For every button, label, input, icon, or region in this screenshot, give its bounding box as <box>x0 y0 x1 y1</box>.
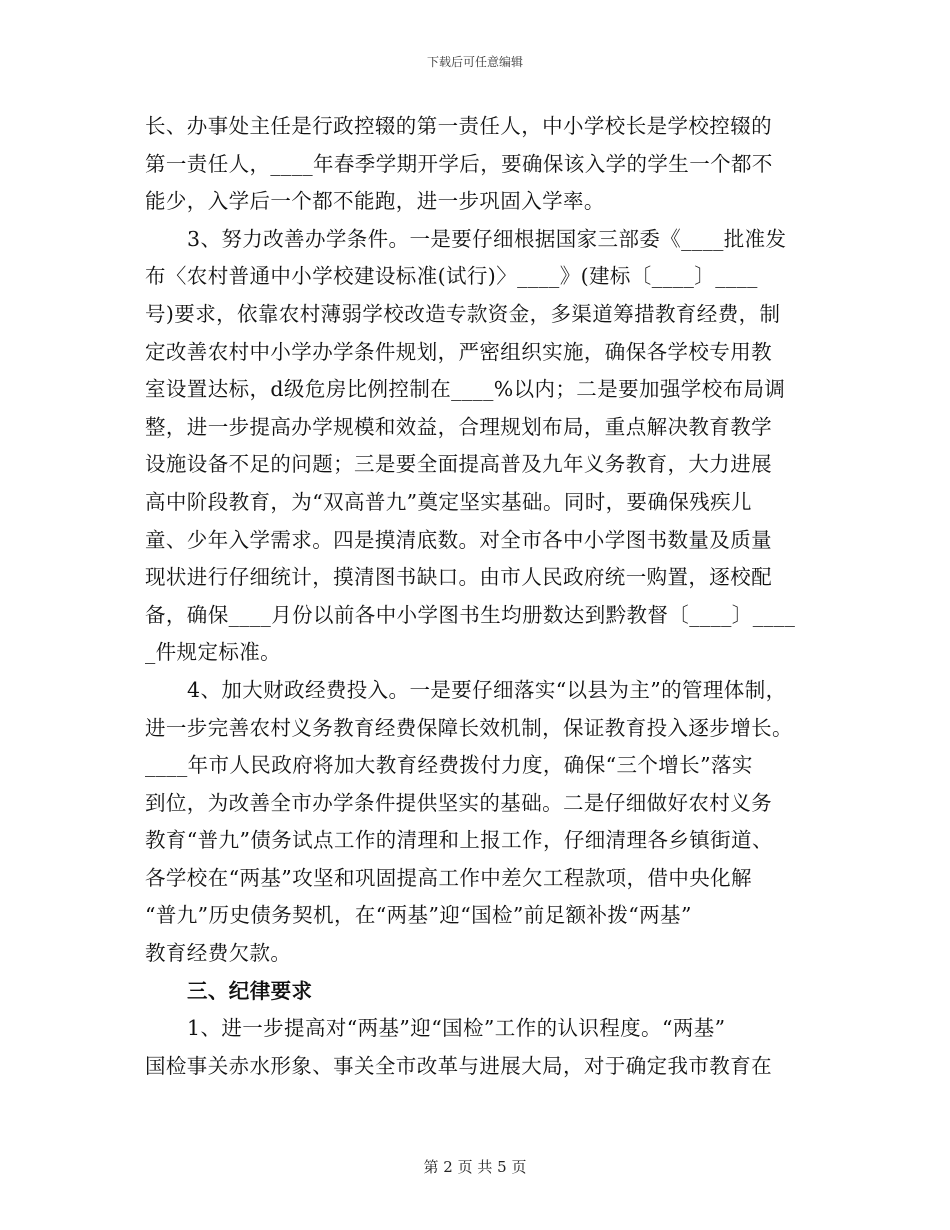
text-line: 教育“普九”债务试点工作的清理和上报工作，仔细清理各乡镇街道、 <box>145 828 773 853</box>
text-line: 1、进一步提高对“两基”迎“国检”工作的认识程度。“两基” <box>187 1016 726 1041</box>
page-header: 下载后可任意编辑 <box>426 55 523 69</box>
text-line: 到位，为改善全市办学条件提供坚实的基础。二是仔细做好农村义务 <box>145 790 772 815</box>
text-line: 定改善农村中小学办学条件规划，严密组织实施，确保各学校专用教 <box>145 339 772 364</box>
document-body <box>145 108 825 1085</box>
text-line: ____年市人民政府将加大教育经费拨付力度，确保“三个增长”落实 <box>145 753 753 778</box>
text-line: 室设置达标，d级危房比例控制在____%以内；二是要加强学校布局调 <box>145 377 786 402</box>
page-footer: 第 2 页 共 5 页 <box>423 1158 527 1176</box>
text-line: “普九”历史债务契机，在“两基”迎“国检”前足额补拨“两基” <box>145 903 692 928</box>
text-line: 3、努力改善办学条件。一是要仔细根据国家三部委《____批准发 <box>187 226 787 251</box>
text-line: _件规定标准。 <box>145 640 282 665</box>
text-line: 高中阶段教育，为“双高普九”奠定坚实基础。同时，要确保残疾儿 <box>145 489 752 514</box>
text-line: 设施设备不足的问题；三是要全面提高普及九年义务教育，大力进展 <box>145 452 772 477</box>
text-line: 各学校在“两基”攻坚和巩固提高工作中差欠工程款项，借中央化解 <box>145 865 752 890</box>
text-line: 布〈农村普通中小学校建设标准(试行)〉____》(建标〔____〕____ <box>145 264 758 289</box>
text-line: 整，进一步提高办学规模和效益，合理规划布局，重点解决教育教学 <box>145 414 772 439</box>
text-line: 进一步完善农村义务教育经费保障长效机制，保证教育投入逐步增长。 <box>145 715 793 740</box>
text-line: 号)要求，依靠农村薄弱学校改造专款资金，多渠道筹措教育经费，制 <box>145 301 781 326</box>
text-line: 教育经费欠款。 <box>145 941 292 966</box>
text-line: 现状进行仔细统计，摸清图书缺口。由市人民政府统一购置，逐校配 <box>145 565 772 590</box>
section-heading: 三、纪律要求 <box>187 978 313 1003</box>
text-line: 4、加大财政经费投入。一是要仔细落实“以县为主”的管理体制， <box>187 677 787 702</box>
text-line: 童、少年入学需求。四是摸清底数。对全市各中小学图书数量及质量 <box>145 527 772 552</box>
text-line: 长、办事处主任是行政控辍的第一责任人，中小学校长是学校控辍的 <box>145 114 772 138</box>
text-line: 备，确保____月份以前各中小学图书生均册数达到黔教督〔____〕____ <box>145 602 796 627</box>
text-line: 国检事关赤水形象、事关全市改革与进展大局，对于确定我市教育在 <box>145 1053 772 1078</box>
text-line: 能少，入学后一个都不能跑，进一步巩固入学率。 <box>145 189 605 214</box>
text-line: 第一责任人，____年春季学期开学后，要确保该入学的学生一个都不 <box>145 151 773 176</box>
